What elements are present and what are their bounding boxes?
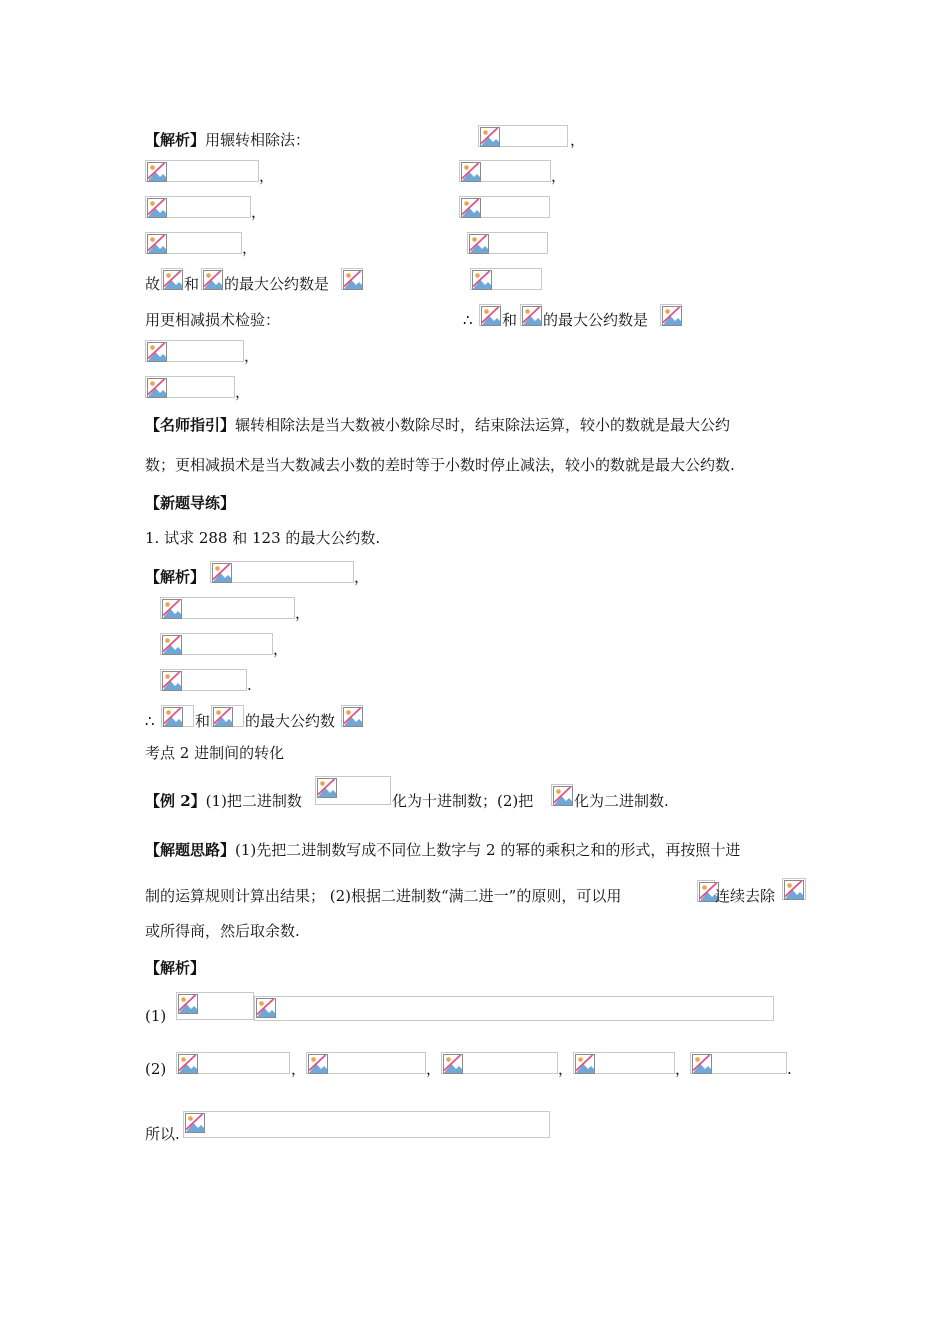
formula-image xyxy=(573,1052,675,1074)
part-2-label: (2) xyxy=(145,1060,167,1078)
formula-image xyxy=(520,304,542,326)
analysis-label: 【解析】 xyxy=(145,131,206,149)
thinking-label: 【解题思路】 xyxy=(145,841,236,859)
formula-image xyxy=(306,1052,426,1074)
formula-image xyxy=(210,561,354,583)
comma: ， xyxy=(242,239,258,257)
analysis-text: 用辗转相除法： xyxy=(205,131,311,149)
formula-image xyxy=(176,992,254,1020)
thinking-text-1: (1)先把二进制数写成不同位上数字与 2 的幂的乘积之和的形式，再按照十进 xyxy=(235,841,741,859)
analysis-label: 【解析】 xyxy=(145,959,206,977)
formula-image xyxy=(145,232,242,254)
formula-image xyxy=(478,125,568,147)
question-1: 1. 试求 288 和 123 的最大公约数. xyxy=(145,529,381,547)
therefore-prefix: 故 xyxy=(145,275,161,293)
example-part-1: (1)把二进制数 xyxy=(205,792,302,810)
thinking-text-2b: 连续去除 xyxy=(715,887,776,905)
and-word: 和 xyxy=(184,275,200,293)
comma: ， xyxy=(251,203,267,221)
comma: ， xyxy=(570,131,586,149)
analysis-line-1 xyxy=(145,130,310,150)
and-word: 和 xyxy=(195,712,211,730)
period: . xyxy=(247,676,252,694)
formula-image xyxy=(183,1111,550,1138)
formula-image xyxy=(341,705,363,727)
comma: ， xyxy=(273,640,289,658)
example-part-2: 化为十进制数；(2)把 xyxy=(392,792,534,810)
example-part-3: 化为二进制数. xyxy=(574,792,669,810)
formula-image xyxy=(341,268,363,290)
example-label: 【例 2】 xyxy=(145,792,206,810)
formula-image xyxy=(160,597,295,619)
therefore-symbol: ∴ xyxy=(145,712,155,730)
period: . xyxy=(787,1060,792,1078)
formula-image xyxy=(160,633,273,655)
gcd-is-text: 的最大公约数是 xyxy=(543,311,649,329)
gcd-word: 的最大公约数 xyxy=(245,712,336,730)
formula-image xyxy=(697,880,715,902)
tip-label: 【名师指引】 xyxy=(145,416,236,434)
thinking-text-2a: 制的运算规则计算出结果； (2)根据二进制数“满二进一”的原则，可以用 xyxy=(145,887,622,905)
topic-title: 考点 2 进制间的转化 xyxy=(145,744,285,762)
formula-image xyxy=(690,1052,787,1074)
comma: ， xyxy=(551,167,567,185)
thinking-line-1 xyxy=(145,840,740,860)
tip-text-2: 数；更相减损术是当大数减去小数的差时等于小数时停止减法，较小的数就是最大公约数. xyxy=(145,456,735,474)
formula-image xyxy=(660,304,682,326)
so-text: 所以. xyxy=(145,1125,180,1143)
formula-image xyxy=(161,705,194,727)
practice-heading: 【新题导练】 xyxy=(145,494,236,512)
formula-image xyxy=(145,340,244,362)
formula-image xyxy=(145,160,259,182)
comma: ， xyxy=(558,1060,574,1078)
tip-text-1: 辗转相除法是当大数被小数除尽时，结束除法运算，较小的数就是最大公约 xyxy=(235,416,731,434)
example-line xyxy=(145,791,302,811)
thinking-text-3: 或所得商，然后取余数. xyxy=(145,922,300,940)
formula-image xyxy=(479,304,501,326)
formula-image xyxy=(782,878,806,900)
therefore-symbol: ∴ xyxy=(463,311,473,329)
subtraction-check-text: 用更相减损术检验： xyxy=(145,311,281,329)
formula-image xyxy=(176,1052,290,1074)
comma: ， xyxy=(259,167,275,185)
part-1-label: (1) xyxy=(145,1007,167,1025)
comma: ， xyxy=(295,604,311,622)
formula-image xyxy=(551,784,573,806)
formula-image xyxy=(470,268,542,290)
formula-image xyxy=(201,268,223,290)
comma: ， xyxy=(675,1060,691,1078)
formula-image xyxy=(467,232,548,254)
analysis-label: 【解析】 xyxy=(145,568,206,586)
comma: ， xyxy=(235,383,251,401)
formula-image xyxy=(315,776,391,805)
comma: ， xyxy=(244,347,260,365)
formula-image xyxy=(160,669,247,691)
formula-image xyxy=(145,376,235,398)
formula-image xyxy=(211,705,244,727)
comma: ， xyxy=(426,1060,442,1078)
formula-image xyxy=(254,996,774,1021)
formula-image xyxy=(161,268,183,290)
formula-image xyxy=(441,1052,558,1074)
tip-line-1 xyxy=(145,415,730,435)
gcd-is-text: 的最大公约数是 xyxy=(224,275,330,293)
formula-image xyxy=(459,196,550,218)
comma: ， xyxy=(291,1060,307,1078)
formula-image xyxy=(145,196,251,218)
and-word: 和 xyxy=(502,311,518,329)
formula-image xyxy=(459,160,551,182)
comma: ， xyxy=(354,568,370,586)
